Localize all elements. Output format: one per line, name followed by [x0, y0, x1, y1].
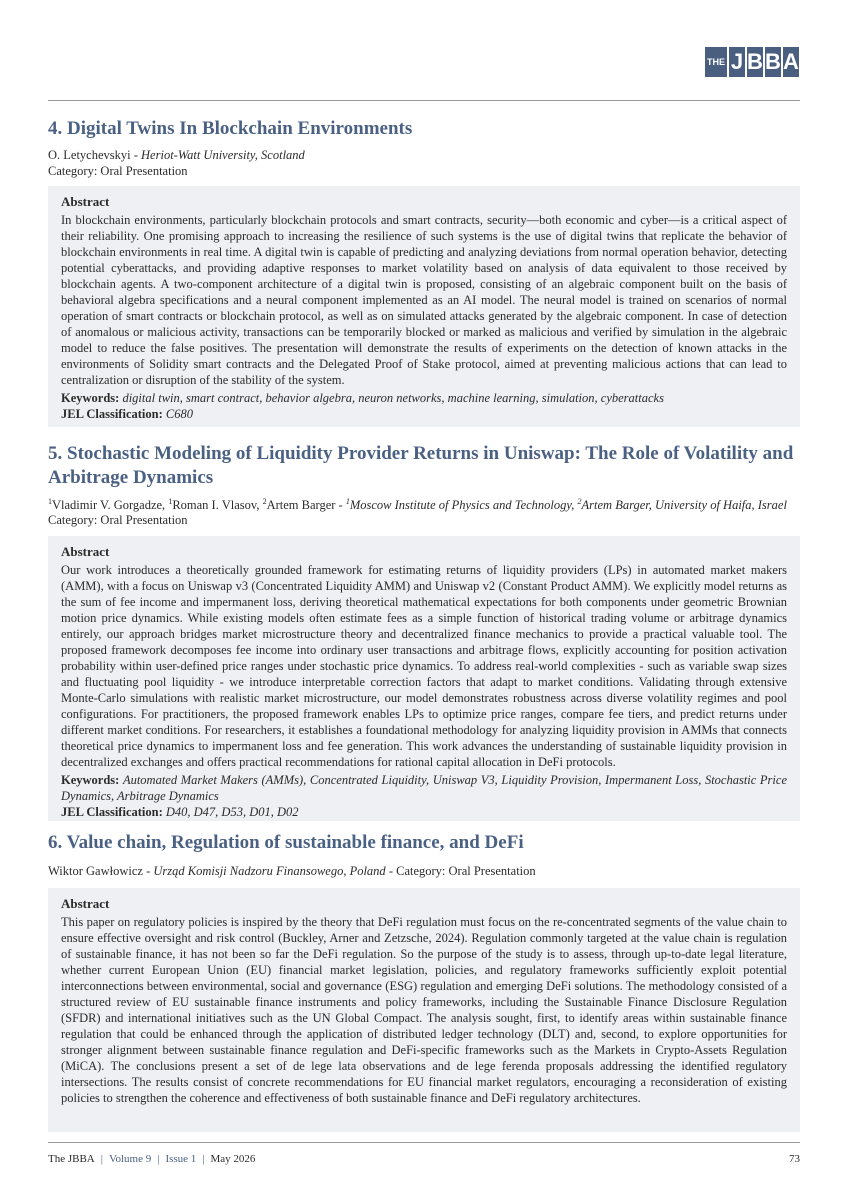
logo-letter: B [763, 47, 781, 77]
author-name: Artem Barger - [266, 498, 346, 512]
logo-letter: J [727, 47, 745, 77]
section-5-category: Category: Oral Presentation [48, 513, 188, 527]
logo-letter: B [745, 47, 763, 77]
logo-letter: A [781, 47, 799, 77]
logo-prefix: THE [707, 56, 725, 67]
jel-line [61, 804, 787, 820]
keywords-label: Keywords: [61, 391, 120, 405]
footer-rule [48, 1142, 800, 1143]
author-name: Roman I. Vlasov, [172, 498, 263, 512]
affiliation: Moscow Institute of Physics and Technology, [349, 498, 578, 512]
footer-journal: The JBBA [48, 1153, 95, 1165]
jel-label: JEL Classification: [61, 805, 163, 819]
abstract-heading: Abstract [61, 544, 110, 559]
keywords-text: Automated Market Makers (AMMs), Concentrated Liquidity, Uniswap V3, Liquidity Provision, Impermanent Loss, Stochastic Price Dynamics, Arbitrage Dynamics [61, 773, 787, 803]
section-4-abstract-box [48, 186, 800, 427]
footer-separator: | [202, 1153, 205, 1165]
footer-separator: | [157, 1153, 160, 1165]
section-4-author-line [48, 147, 808, 163]
affiliation: Artem Barger, University of Haifa, Israel [581, 498, 787, 512]
author-name: O. Letychevskyi - [48, 148, 142, 162]
keywords-line [61, 772, 787, 804]
abstract-heading: Abstract [61, 896, 110, 911]
page-number: 73 [789, 1153, 800, 1165]
section-6-title: 6. Value chain, Regulation of sustainable finance, and DeFi [48, 832, 524, 853]
footer-info [48, 1153, 255, 1165]
section-6-abstract-box [48, 888, 800, 1132]
affiliation: Heriot-Watt University, Scotland [141, 148, 305, 162]
abstract-text: Our work introduces a theoretically grounded framework for estimating returns of liquidity providers (LPs) in automated market makers (AMM), with a focus on Uniswap v3 (Concentrated Liquidity AMM) and Uniswap v2 (Constant Product AMM). We explicitly model returns as the sum of fee income and impermanent loss, deriving theoretical mathematical expectations for both components under geometric Brownian motion price dynamics. While existing models often estimate fees as a simple function of historical trading volume or arbitrage dynamics entirely, our approach bridges market microstructure theory and decentralized finance mechanics to provide a practical valuable tool. The proposed framework decomposes fee income into ordinary user transactions and arbitrage flows, explicitly accounting for position activation probability within user-defined price ranges under stochastic price dynamics. To address real-world complexities - such as variable swap sizes and fluctuating pool liquidity - we introduce interpretable correction factors that adapt to market conditions. Validating through extensive Monte-Carlo simulations with realistic market microstructure, our model demonstrates robustness across diverse volatility regimes and pool configurations. For practitioners, the proposed framework enables LPs to optimize price ranges, compare fee tiers, and predict returns under different market conditions. For researchers, it establishes a foundational methodology for analyzing liquidity provision in AMMs that connects theoretical price dynamics to impermanent loss and fee generation. This work advances the understanding of sustainable liquidity provision in decentralized exchanges and offers practical recommendations for rational capital allocation in DeFi protocols. [61, 563, 787, 769]
jel-codes: D40, D47, D53, D01, D02 [165, 805, 299, 819]
keywords-line [61, 390, 787, 406]
jel-label: JEL Classification: [61, 407, 163, 421]
jel-codes: C680 [165, 407, 193, 421]
section-6-author-line [48, 863, 808, 879]
abstract-text: In blockchain environments, particularly blockchain protocols and smart contracts, security—both economic and cyber—is a critical aspect of their reliability. One promising approach to increasing the resilience of such systems is the use of digital twins that replicate the behavior of blockchain environments in real time. A digital twin is capable of predicting and analyzing deviations from normal operation behavior, detecting potential cyberattacks, and providing adaptive responses to market volatility based on analysis of data equivalent to those received by blockchain agents. A two-component architecture of a digital twin is proposed, consisting of an algebraic component built on the basis of behavioral algebra specifications and a neural component implemented as an AI model. The neural model is trained on scenarios of normal operation of smart contracts or blockchain protocol, as well as on simulated attacks generated by the algebraic component. In case of detection of anomalous or malicious activity, transactions can be temporarily blocked or marked as malicious and verified by simulation in the algebraic model to reduce the false positives. The presentation will demonstrate the results of experiments on the detection of known attacks in the environments of Solidity smart contracts and the Delegated Proof of Stake protocol, aimed at preventing malicious actions that can lead to centralization or disruption of the stability of the system. [61, 213, 787, 387]
section-5-abstract-box [48, 536, 800, 821]
journal-logo [705, 47, 799, 77]
section-5-title: 5. Stochastic Modeling of Liquidity Provider Returns in Uniswap: The Role of Volatility and Arbitrage Dynamics [48, 443, 794, 488]
section-4-title: 4. Digital Twins In Blockchain Environments [48, 118, 413, 139]
footer-issue: Issue 1 [165, 1153, 197, 1165]
author-sup: 1 [48, 496, 52, 506]
jel-line [61, 406, 787, 422]
author-sup: 1 [168, 496, 173, 506]
affiliation: Urząd Komisji Nadzoru Finansowego, Poland [153, 864, 386, 878]
author-name: Wiktor Gawłowicz - [48, 864, 154, 878]
abstract-text: This paper on regulatory policies is inspired by the theory that DeFi regulation must focus on the re-concentrated segments of the value chain to ensure effective oversight and risk control (Buckley, Arner and Zetzsche, 2024). Regulation commonly targeted at the value chain is regulation of sustainable finance, it has not been so far the DeFi regulation. So the purpose of the study is to assess, through up-to-date legal literature, whether current European Union (EU) financial market legislation, policies, and regulatory frameworks sufficiently exploit potential interconnections between environmental, social and governance (ESG) regulation and emerging DeFi solutions. The methodology consisted of a structured review of EU sustainable finance instruments and policy frameworks, including the Sustainable Finance Disclosure Regulation (SFDR) and international initiatives such as the UN Global Compact. The analysis sought, first, to identify areas within sustainable finance regulation that could be enhanced through the application of distributed ledger technology (DLT) and, second, to explore opportunities for stronger alignment between sustainable finance regulation and DeFi-specific frameworks such as the Markets in Crypto-Assets Regulation (MiCA). The conclusions present a set of de lege lata observations and de lege ferenda proposals addressing the identified regulatory intersections. The results consist of concrete recommendations for EU financial market regulators, encouraging a reconsideration of existing policies to strengthen the coherence and effectiveness of both sustainable finance and DeFi regulatory architectures. [61, 915, 787, 1105]
keywords-label: Keywords: [61, 773, 120, 787]
affiliation-sup: 1 [345, 496, 350, 506]
abstract-heading: Abstract [61, 194, 110, 209]
section-4-category: Category: Oral Presentation [48, 164, 188, 178]
footer-volume: Volume 9 [108, 1153, 152, 1165]
author-name: Vladimir V. Gorgadze, [52, 498, 169, 512]
page-footer [48, 1153, 800, 1165]
footer-separator: | [100, 1153, 103, 1165]
author-sup: 2 [262, 496, 267, 506]
header-rule [48, 100, 800, 101]
category: - Category: Oral Presentation [385, 864, 536, 878]
affiliation-sup: 2 [577, 496, 582, 506]
footer-date: May 2026 [210, 1153, 256, 1165]
keywords-text: digital twin, smart contract, behavior algebra, neuron networks, machine learning, simulation, cyberattacks [122, 391, 664, 405]
section-5-author-line [48, 497, 808, 513]
